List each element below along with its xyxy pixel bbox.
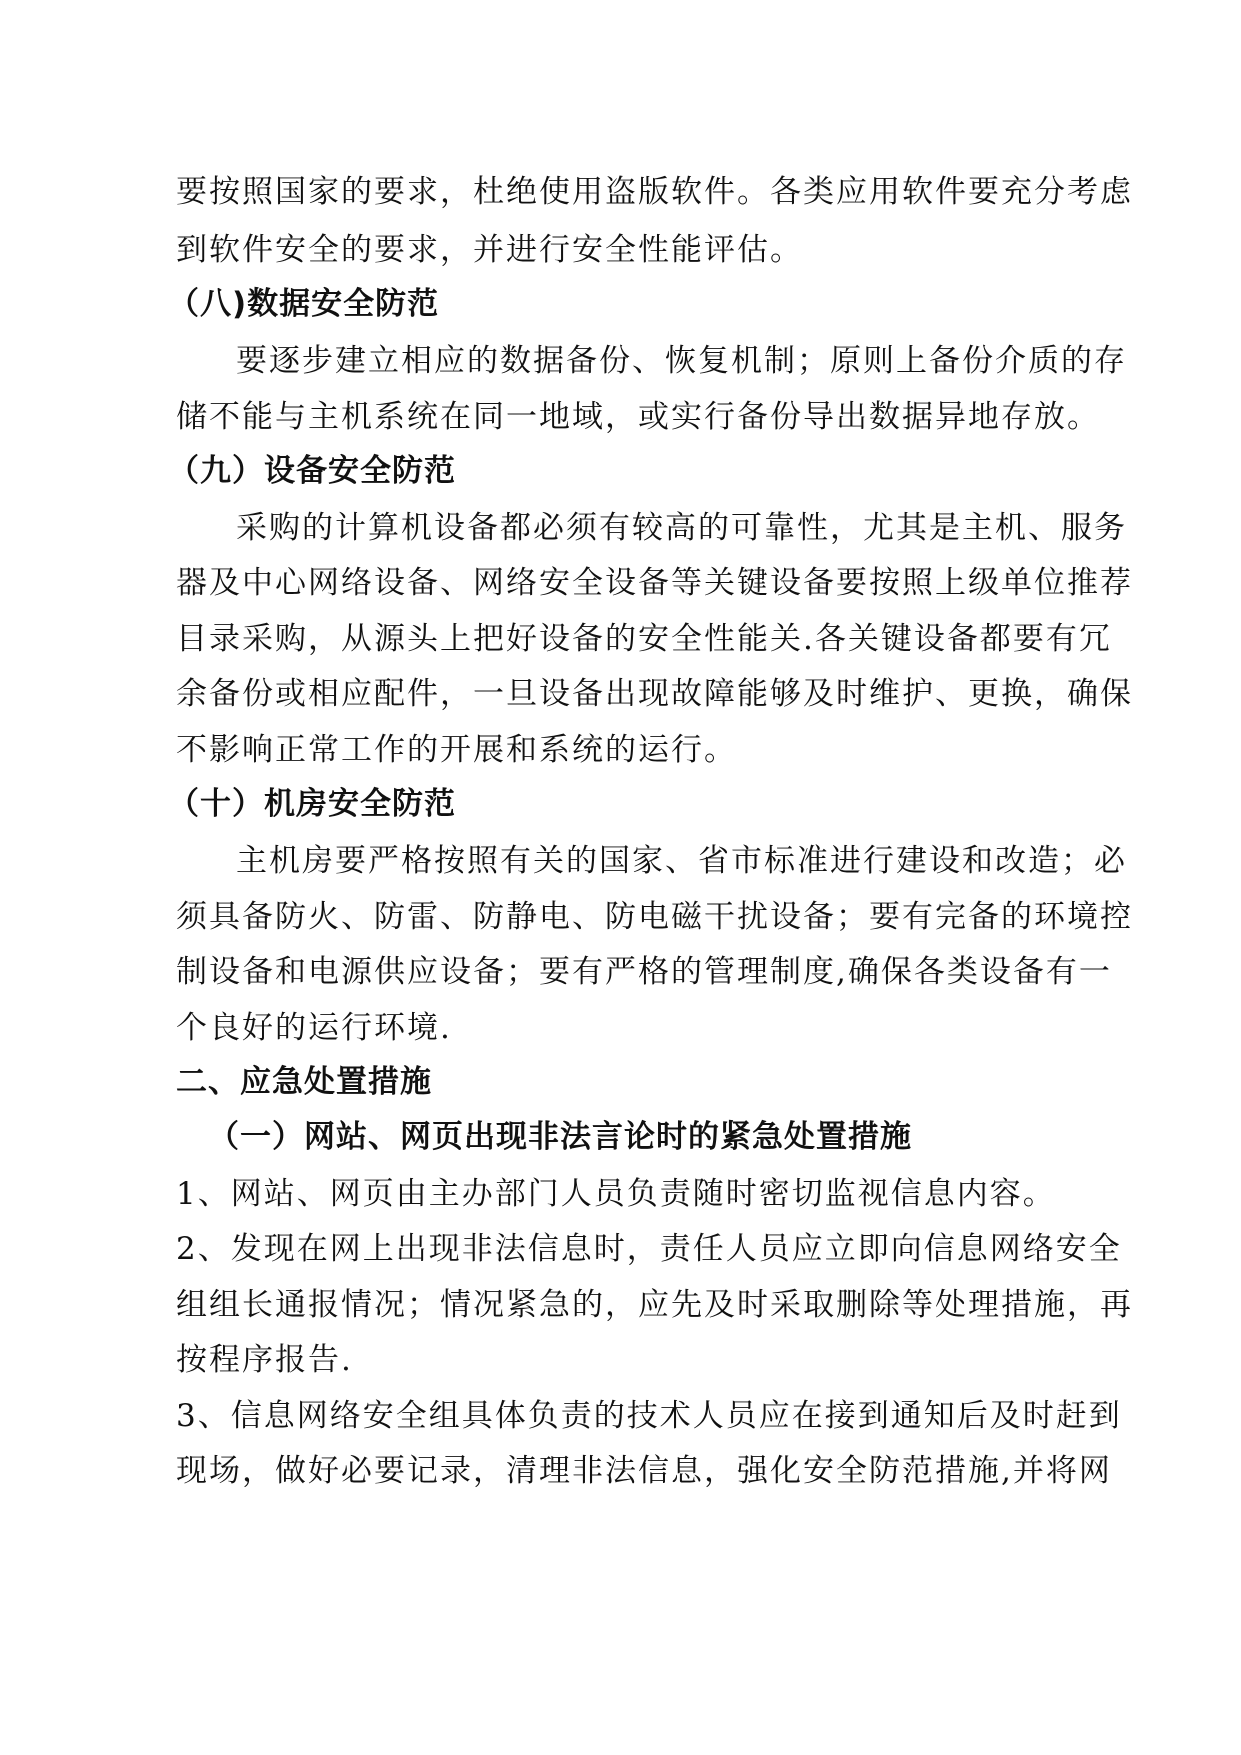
paragraph-line: 主机房要严格按照有关的国家、省市标准进行建设和改造；必 — [236, 843, 1127, 879]
paragraph-line: 器及中心网络设备、网络安全设备等关键设备要按照上级单位推荐 — [176, 565, 1133, 601]
paragraph-line: 不影响正常工作的开展和系统的运行。 — [176, 732, 737, 768]
chapter-heading: 二、应急处置措施 — [176, 1064, 432, 1100]
paragraph-line: 储不能与主机系统在同一地域，或实行备份导出数据异地存放。 — [176, 399, 1100, 435]
list-item: 2、发现在网上出现非法信息时，责任人员应立即向信息网络安全 — [176, 1231, 1122, 1267]
list-item-continuation: 按程序报告. — [176, 1342, 353, 1378]
paragraph-line: 目录采购，从源头上把好设备的安全性能关.各关键设备都要有冗 — [176, 621, 1112, 657]
paragraph-line: 个良好的运行环境. — [176, 1010, 452, 1046]
paragraph-line: 余备份或相应配件，一旦设备出现故障能够及时维护、更换，确保 — [176, 676, 1133, 712]
list-item: 1、网站、网页由主办部门人员负责随时密切监视信息内容。 — [176, 1176, 1056, 1212]
list-item-continuation: 组组长通报情况；情况紧急的，应先及时采取删除等处理措施，再 — [176, 1287, 1133, 1323]
section-heading-9: （九）设备安全防范 — [168, 453, 456, 489]
list-item: 3、信息网络安全组具体负责的技术人员应在接到通知后及时赶到 — [176, 1398, 1122, 1434]
subsection-heading-1: （一）网站、网页出现非法言论时的紧急处置措施 — [208, 1119, 912, 1155]
paragraph-line: 要逐步建立相应的数据备份、恢复机制；原则上备份介质的存 — [236, 343, 1127, 379]
paragraph-line: 制设备和电源供应设备；要有严格的管理制度,确保各类设备有一 — [176, 954, 1112, 990]
paragraph-line: 到软件安全的要求，并进行安全性能评估。 — [176, 232, 803, 268]
paragraph-line: 须具备防火、防雷、防静电、防电磁干扰设备；要有完备的环境控 — [176, 899, 1133, 935]
paragraph-line: 要按照国家的要求，杜绝使用盗版软件。各类应用软件要充分考虑 — [176, 174, 1133, 210]
section-heading-10: （十）机房安全防范 — [168, 786, 456, 822]
paragraph-line: 采购的计算机设备都必须有较高的可靠性，尤其是主机、服务 — [236, 510, 1127, 546]
list-item-continuation: 现场，做好必要记录，清理非法信息，强化安全防范措施,并将网 — [176, 1453, 1112, 1489]
section-heading-8: （八)数据安全防范 — [168, 286, 440, 322]
